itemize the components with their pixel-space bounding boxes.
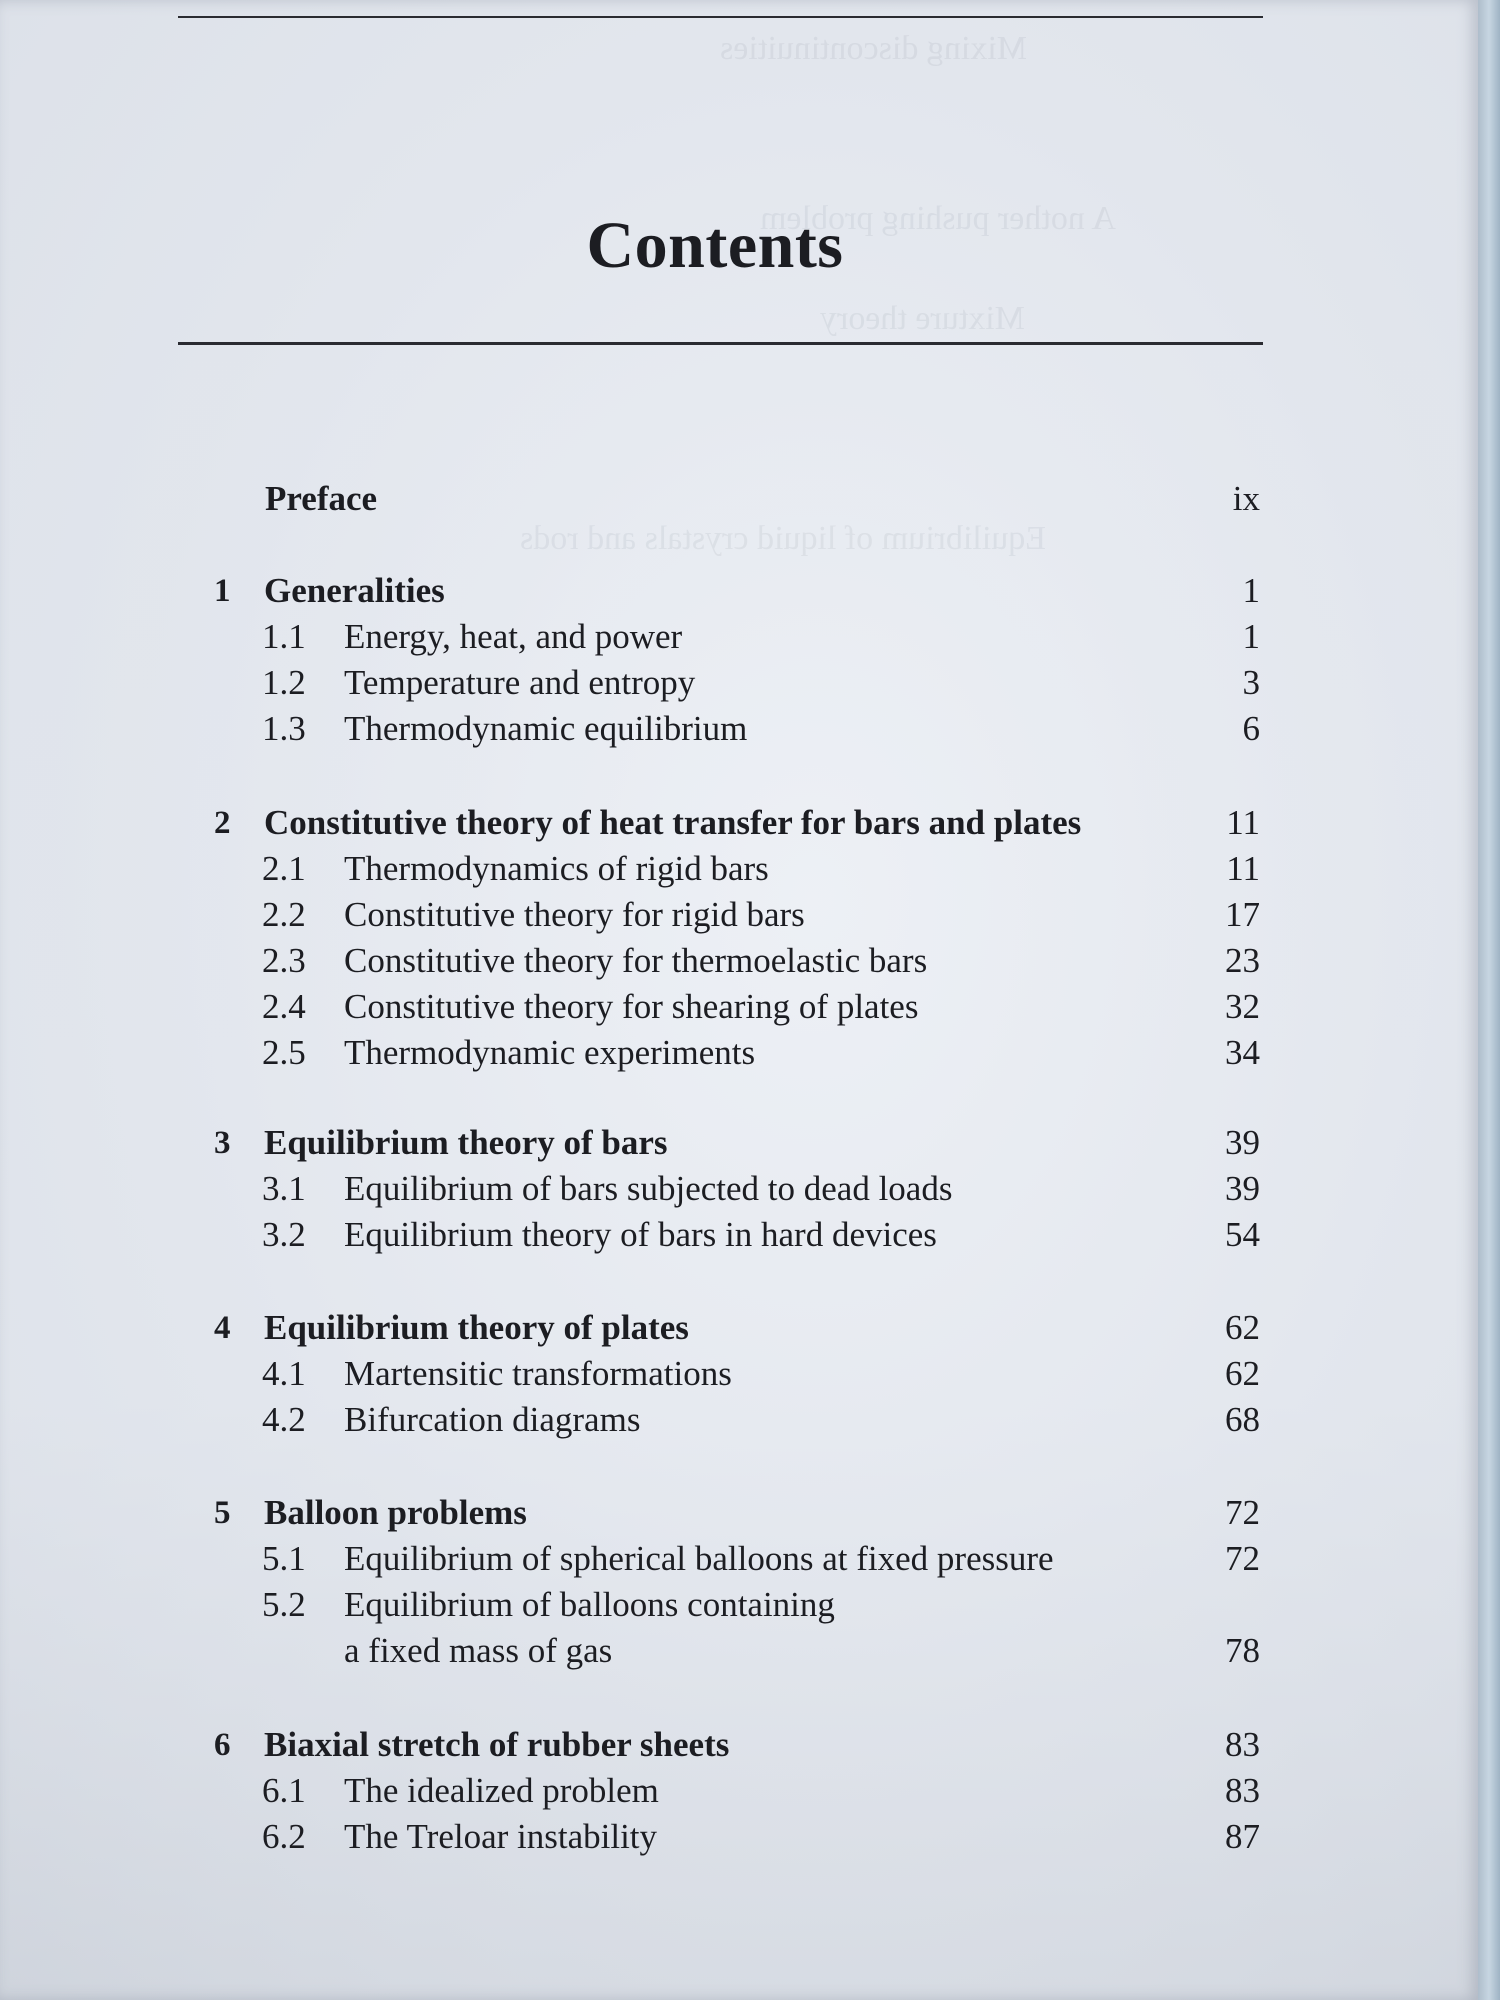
toc-chapter-5 [200,1492,1260,1534]
page-title: Contents [586,209,844,282]
toc-chapter-4 [200,1307,1260,1349]
toc-section-2-3 [200,940,1260,982]
section-number: 1.1 [262,617,306,656]
chapter-number: 6 [214,1727,231,1763]
toc-section-2-2 [200,894,1260,936]
section-number: 4.2 [262,1400,306,1439]
toc-chapter-2 [200,802,1260,844]
section-title-continued: a fixed mass of gas [344,1631,613,1670]
section-page: 32 [1225,987,1260,1026]
section-title: Equilibrium of balloons containing [344,1585,835,1624]
chapter-number: 5 [214,1495,231,1531]
section-page: 1 [1242,617,1260,656]
chapter-title: Balloon problems [264,1493,527,1532]
section-page: 6 [1242,709,1260,748]
preface-page: ix [1232,479,1260,518]
section-number: 5.2 [262,1585,306,1624]
chapter-page: 11 [1226,803,1260,842]
chapter-page: 1 [1242,571,1260,610]
toc-section-6-1 [200,1770,1260,1812]
section-number: 2.4 [262,987,306,1026]
chapter-number: 4 [214,1310,231,1346]
section-number: 1.3 [262,709,306,748]
section-number: 2.2 [262,895,306,934]
book-page: Mixing discontinuities A nother pushing problem Mixture theory Equilibrium of liquid crystals and rods Contents Preface ix 1 Generalities 1 1.1 Energy, heat, and power 1 1.2 Temperature and entropy 3 1.3 Thermodynamic equilibrium 6 2 Constitutive theory of heat transfer for bars and plates 11 2.1 Thermodynamics of rigid bars 11 2.2 Constitutive theory for rigid bars 17 2.3 Constitutive theory for thermoelastic bars 23 2.4 Constitutive theory for shearing of plates 32 2.5 Thermodynamic experiments 34 3 Equilibrium theory of bars 39 3.1 Equilibrium of bars subjected to dead loads 39 3.2 Equilibrium theory of bars in hard devices 54 4 Equilibrium theory of plates 62 4.1 Martensitic transformations 62 4.2 Bifurcation diagrams 68 5 Balloon problems 72 5.1 Equilibrium of spherical balloons at fixed pressure 72 5.2 Equilibrium of balloons containing a fixed mass of gas 78 6 Biaxial stretch of rubber sheets 83 6.1 The idealized problem 83 6.2 The Treloar instability 87 [0,0,1478,2000]
chapter-title: Constitutive theory of heat transfer for bars and plates [264,803,1082,842]
section-number: 5.1 [262,1539,306,1578]
section-page: 23 [1225,941,1260,980]
chapter-page: 39 [1225,1123,1260,1162]
section-title: Thermodynamics of rigid bars [344,849,769,888]
section-title: Thermodynamic equilibrium [344,709,748,748]
section-title: The Treloar instability [344,1817,658,1856]
section-number: 6.2 [262,1817,306,1856]
chapter-page: 62 [1225,1308,1260,1347]
section-title: Constitutive theory for shearing of plates [344,987,919,1026]
toc-section-3-2 [200,1214,1260,1256]
section-title: Constitutive theory for thermoelastic bars [344,941,928,980]
toc-section-6-2 [200,1816,1260,1858]
toc-section-2-4 [200,986,1260,1028]
section-page: 78 [1225,1631,1260,1670]
section-title: Bifurcation diagrams [344,1400,641,1439]
toc-section-1-3 [200,708,1260,750]
section-page: 72 [1225,1539,1260,1578]
section-page: 83 [1225,1771,1260,1810]
toc-chapter-6 [200,1724,1260,1766]
section-number: 1.2 [262,663,306,702]
section-number: 6.1 [262,1771,306,1810]
chapter-page: 72 [1225,1493,1260,1532]
section-number: 4.1 [262,1354,306,1393]
toc-entry-preface [200,478,1260,520]
section-page: 87 [1225,1817,1260,1856]
toc-section-4-2 [200,1399,1260,1441]
section-page: 3 [1242,663,1260,702]
chapter-title: Generalities [264,571,445,610]
section-title: Energy, heat, and power [344,617,683,656]
section-title: Temperature and entropy [344,663,696,702]
toc-section-5-2 [200,1584,1260,1626]
toc-section-2-5 [200,1032,1260,1074]
toc-chapter-3 [200,1122,1260,1164]
preface-label: Preface [265,479,378,518]
section-title: Constitutive theory for rigid bars [344,895,805,934]
chapter-number: 1 [214,573,231,609]
section-title: The idealized problem [344,1771,659,1810]
section-title: Equilibrium theory of bars in hard devices [344,1215,937,1254]
toc-section-5-2-continued [200,1630,1260,1672]
chapter-number: 2 [214,805,231,841]
toc-section-3-1 [200,1168,1260,1210]
toc-section-1-2 [200,662,1260,704]
chapter-title: Equilibrium theory of plates [264,1308,689,1347]
book-edge [1478,0,1500,2000]
title-rule [178,342,1263,345]
section-page: 17 [1225,895,1260,934]
section-page: 68 [1225,1400,1260,1439]
section-title: Thermodynamic experiments [344,1033,756,1072]
section-page: 62 [1225,1354,1260,1393]
toc-section-4-1 [200,1353,1260,1395]
section-number: 2.3 [262,941,306,980]
section-number: 2.5 [262,1033,306,1072]
section-page: 34 [1225,1033,1260,1072]
section-page: 11 [1226,849,1260,888]
section-title: Equilibrium of spherical balloons at fixed pressure [344,1539,1054,1578]
section-number: 3.1 [262,1169,306,1208]
top-rule [178,16,1263,18]
section-number: 2.1 [262,849,306,888]
chapter-page: 83 [1225,1725,1260,1764]
section-number: 3.2 [262,1215,306,1254]
chapter-title: Biaxial stretch of rubber sheets [264,1725,730,1764]
chapter-number: 3 [214,1125,231,1161]
section-page: 54 [1225,1215,1260,1254]
section-page: 39 [1225,1169,1260,1208]
section-title: Equilibrium of bars subjected to dead loads [344,1169,953,1208]
toc-section-5-1 [200,1538,1260,1580]
toc-section-1-1 [200,616,1260,658]
section-title: Martensitic transformations [344,1354,732,1393]
toc-section-2-1 [200,848,1260,890]
toc-chapter-1 [200,570,1260,612]
chapter-title: Equilibrium theory of bars [264,1123,668,1162]
